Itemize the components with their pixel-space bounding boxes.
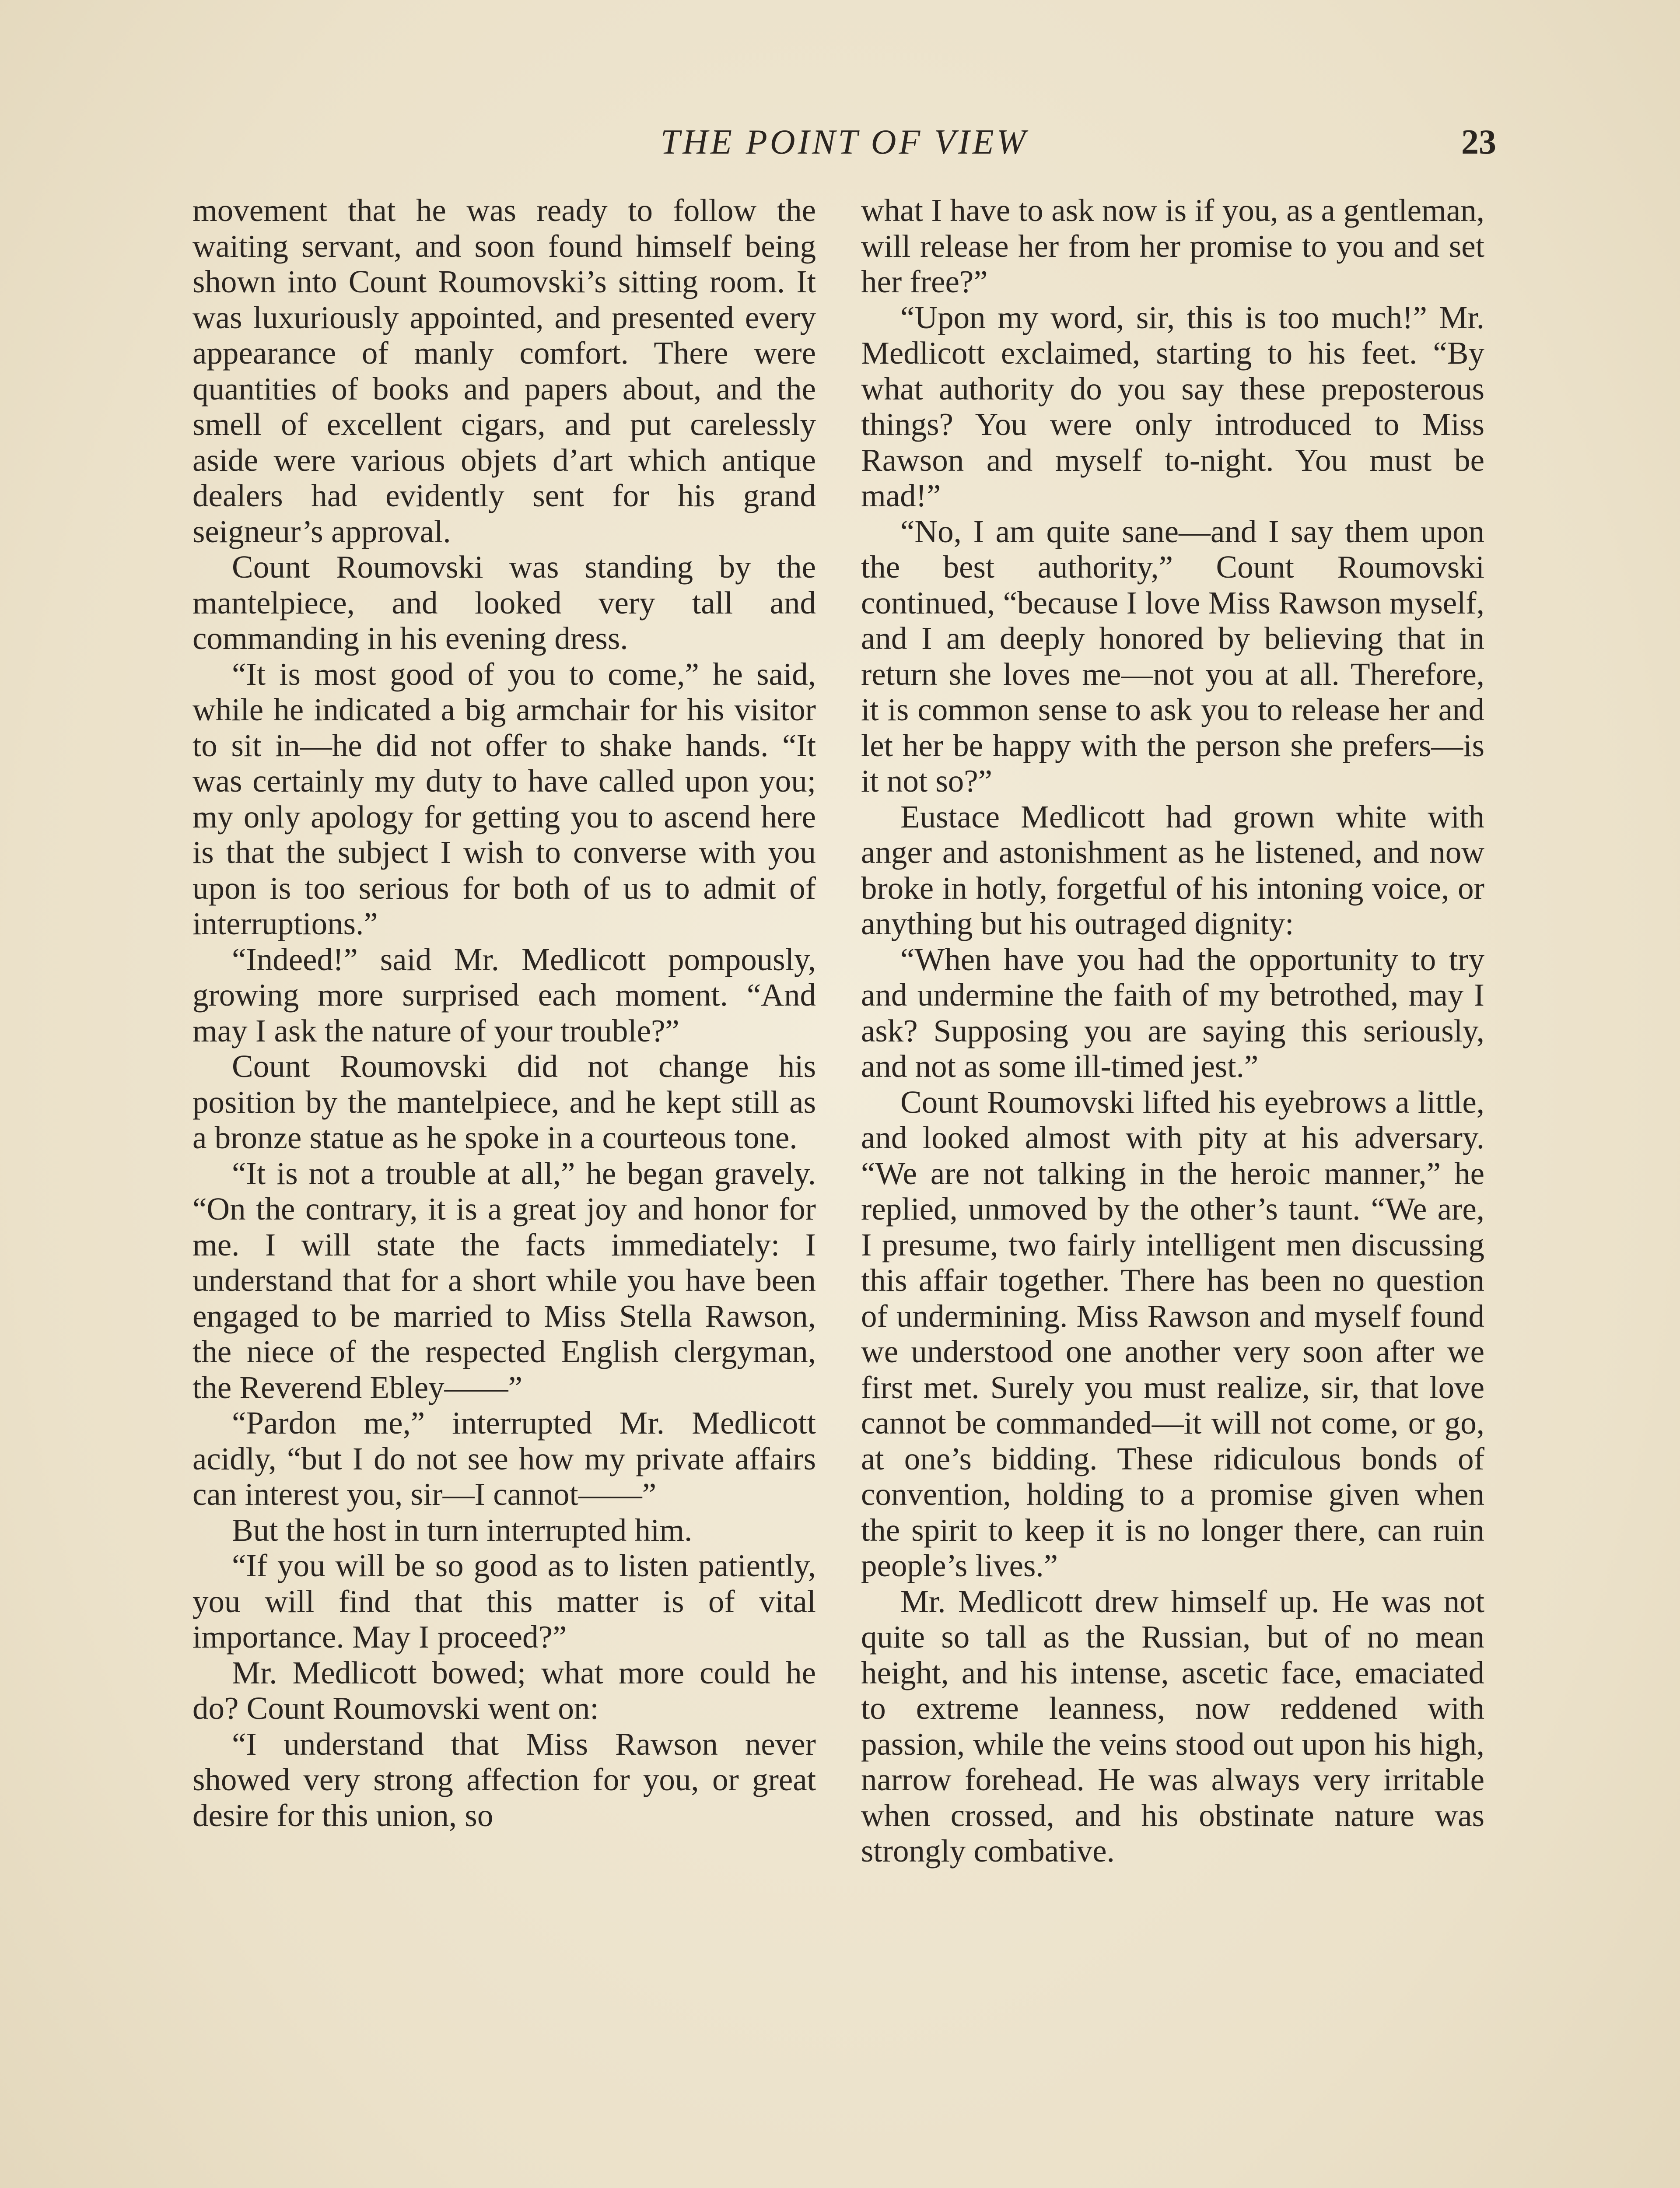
- right-column: [861, 193, 1484, 2170]
- paragraph: Count Roumovski did not change his position by the mantelpiece, and he kept still as a bronze statue as he spoke in a courteous tone.: [192, 1048, 816, 1155]
- paragraph: Count Roumovski lifted his eyebrows a little, and looked almost with pity at his adversary. “We are not talking in the heroic manner,” he replied, unmoved by the other’s taunt. “We are, I presume, two fairly intelligent men discussing this affair together. There has been no question of undermining. Miss Rawson and myself found we understood one another very soon after we first met. Surely you must realize, sir, that love cannot be commanded—it will not come, or go, at one’s bidding. These ridiculous bonds of convention, holding to a promise given when the spirit to keep it is no longer there, can ruin people’s lives.”: [861, 1084, 1484, 1583]
- left-column: [192, 193, 816, 2170]
- paragraph: Mr. Medlicott bowed; what more could he do? Count Roumovski went on:: [192, 1655, 816, 1726]
- paragraph: “Upon my word, sir, this is too much!” Mr. Medlicott exclaimed, starting to his feet. “By what authority do you say these preposterous things? You were only introduced to Miss Rawson and myself to-night. You must be mad!”: [861, 299, 1484, 513]
- paragraph: what I have to ask now is if you, as a gentleman, will release her from her promise to you and set her free?”: [861, 193, 1484, 299]
- paragraph: “It is not a trouble at all,” he began gravely. “On the contrary, it is a great joy and honor for me. I will state the facts immediately: I understand that for a short while you have been engaged to be married to Miss Stella Rawson, the niece of the respected English clergyman, the Reverend Ebley——”: [192, 1155, 816, 1405]
- paragraph: But the host in turn interrupted him.: [232, 1512, 693, 1548]
- paragraph: “Indeed!” said Mr. Medlicott pompously, growing more surprised each moment. “And may I ask the nature of your trouble?”: [192, 941, 816, 1048]
- paragraph: “When have you had the opportunity to try and undermine the faith of my betrothed, may I ask? Supposing you are saying this seriously, and not as some ill-timed jest.”: [861, 941, 1484, 1084]
- paragraph: “If you will be so good as to listen patiently, you will find that this matter is of vital importance. May I proceed?”: [192, 1548, 816, 1655]
- page-number: 23: [1461, 123, 1496, 161]
- paragraph: Mr. Medlicott drew himself up. He was not quite so tall as the Russian, but of no mean height, and his intense, ascetic face, emaciated to extreme leanness, now reddened with passion, while the veins stood out upon his high, narrow forehead. He was always very irritable when crossed, and his obstinate nature was strongly combative.: [861, 1583, 1484, 1869]
- running-title: THE POINT OF VIEW: [660, 123, 1029, 161]
- page-header: [192, 118, 1496, 166]
- paragraph: Count Roumovski was standing by the mantelpiece, and looked very tall and commanding in his evening dress.: [192, 549, 816, 656]
- paragraph: “I understand that Miss Rawson never showed very strong affection for you, or great desire for this union, so: [192, 1726, 816, 1833]
- paragraph: movement that he was ready to follow the waiting servant, and soon found himself being shown into Count Roumovski’s sitting room. It was luxuriously appointed, and presented every appearance of manly comfort. There were quantities of books and papers about, and the smell of excellent cigars, and put carelessly aside were various objets d’art which antique dealers had evidently sent for his grand seigneur’s approval.: [192, 193, 816, 549]
- paragraph: “Pardon me,” interrupted Mr. Medlicott acidly, “but I do not see how my private affairs can interest you, sir—I cannot——”: [192, 1405, 816, 1512]
- paragraph: “It is most good of you to come,” he said, while he indicated a big armchair for his visitor to sit in—he did not offer to shake hands. “It was certainly my duty to have called upon you; my only apology for getting you to ascend here is that the subject I wish to converse with you upon is too serious for both of us to admit of interruptions.”: [192, 656, 816, 941]
- paragraph: “No, I am quite sane—and I say them upon the best authority,” Count Roumovski continued, “because I love Miss Rawson myself, and I am deeply honored by believing that in return she loves me—not you at all. Therefore, it is common sense to ask you to release her and let her be happy with the person she prefers—is it not so?”: [861, 513, 1484, 799]
- paragraph: Eustace Medlicott had grown white with anger and astonishment as he listened, and now broke in hotly, forgetful of his intoning voice, or anything but his outraged dignity:: [861, 799, 1484, 941]
